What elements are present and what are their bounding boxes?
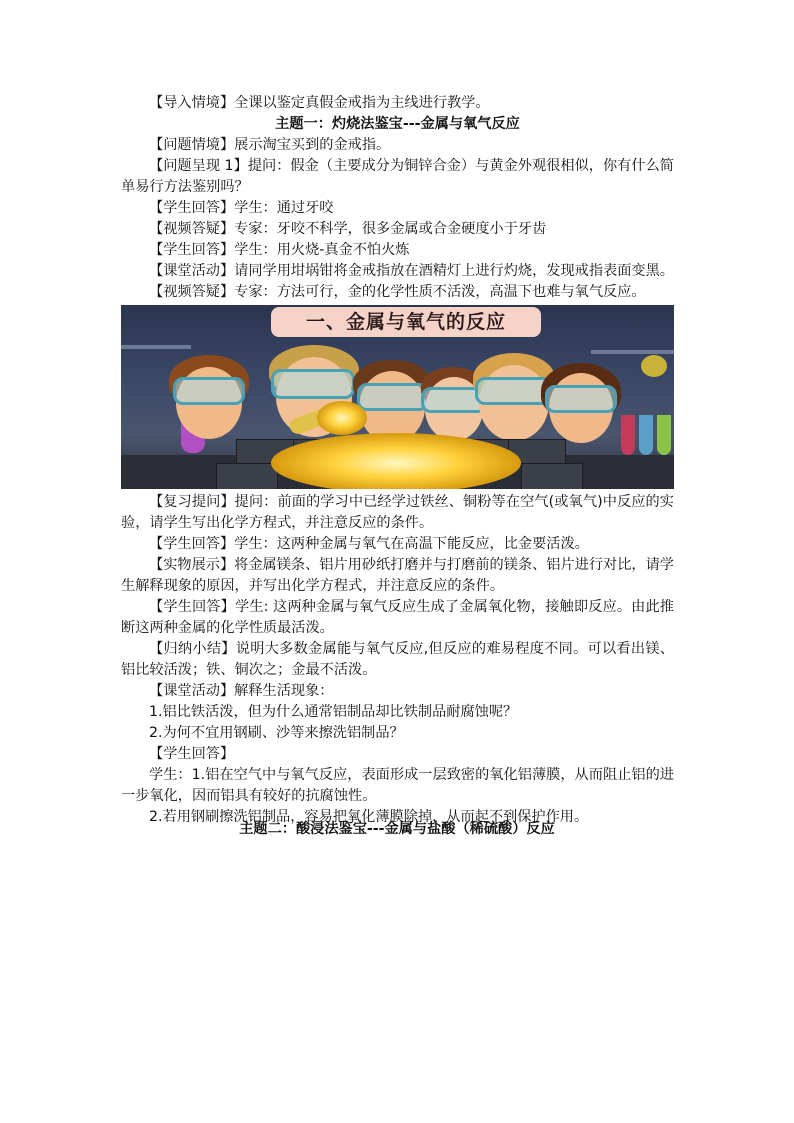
shelf-left [121,345,191,349]
flame-icon [317,401,367,435]
paragraph-student-answer-label: 【学生回答】 [149,746,235,762]
goggles-icon [357,383,429,411]
answer-item-2: 2.若用钢刷擦洗铝制品，容易把氧化薄膜除掉，从而起不到保护作用。 [149,809,589,825]
molten-gold [271,433,521,489]
round-flask-icon [641,355,667,377]
paragraph-class-activity-2: 【课堂活动】解释生活现象： [149,683,334,699]
paragraph-student-answer-1: 【学生回答】学生：通过牙咬 [149,200,334,216]
question-item-1: 1.铝比铁活泼，但为什么通常铝制品却比铁制品耐腐蚀呢？ [149,704,518,720]
paragraph-problem-presentation: 【问题呈现 1】提问：假金（主要成分为铜锌合金）与黄金外观很相似，你有什么简单易行方法鉴别吗？ [121,158,674,195]
paragraph-object-display: 【实物展示】将金属镁条、铝片用砂纸打磨并与打磨前的镁条、铝片进行对比，请学生解释现象的原因，并写出化学方程式，并注意反应的条件。 [121,557,674,594]
lab-illustration [121,305,674,489]
paragraph-student-answer-2: 【学生回答】学生：用火烧-真金不怕火炼 [149,242,410,258]
paragraph-video-answer-1: 【视频答疑】专家：牙咬不科学，很多金属或合金硬度小于牙齿 [149,221,547,237]
document-body [121,93,674,828]
question-item-2: 2.为何不宜用钢刷、沙等来擦洗铝制品？ [149,725,404,741]
paragraph-student-answer-4: 【学生回答】学生: 这两种金属与氧气反应生成了金属氧化物，接触即反应。由此推断这两种金属的化学性质最活泼。 [121,599,674,636]
paragraph-problem-situation: 【问题情境】展示淘宝买到的金戒指。 [149,137,391,153]
topic-one-heading: 主题一：灼烧法鉴宝---金属与氧气反应 [275,116,520,132]
goggles-icon [271,369,355,399]
paragraph-student-answer-3: 【学生回答】学生：这两种金属与氧气在高温下能反应，比金要活泼。 [149,536,589,552]
brick-tile [521,463,583,489]
answer-item-1: 学生：1.铝在空气中与氧气反应，表面形成一层致密的氧化铝薄膜，从而阻止铝的进一步氧化，因而铝具有较好的抗腐蚀性。 [121,767,674,804]
topic-two-heading: 主题二：酸浸法鉴宝---金属与盐酸（稀硫酸）反应 [239,821,555,837]
test-tube-icon [657,415,671,455]
test-tube-icon [639,415,653,455]
goggles-icon [545,385,617,413]
goggles-icon [173,377,245,405]
paragraph-video-answer-2: 【视频答疑】专家：方法可行，金的化学性质不活泼，高温下也难与氧气反应。 [149,284,646,300]
intro-paragraph: 【导入情境】全课以鉴定真假金戒指为主线进行教学。 [149,95,490,111]
test-tube-icon [621,415,635,455]
shelf-right [591,350,674,354]
paragraph-review-question: 【复习提问】提问：前面的学习中已经学过铁丝、铜粉等在空气(或氧气)中反应的实验，请学生写出化学方程式，并注意反应的条件。 [121,494,674,531]
paragraph-summary: 【归纳小结】说明大多数金属能与氧气反应,但反应的难易程度不同。可以看出镁、铝比较活泼；铁、铜次之；金最不活泼。 [121,641,674,678]
paragraph-class-activity-1: 【课堂活动】请同学用坩埚钳将金戒指放在酒精灯上进行灼烧，发现戒指表面变黑。 [149,263,674,279]
figure-title: 一、金属与氧气的反应 [271,307,541,337]
brick-tile [216,463,278,489]
